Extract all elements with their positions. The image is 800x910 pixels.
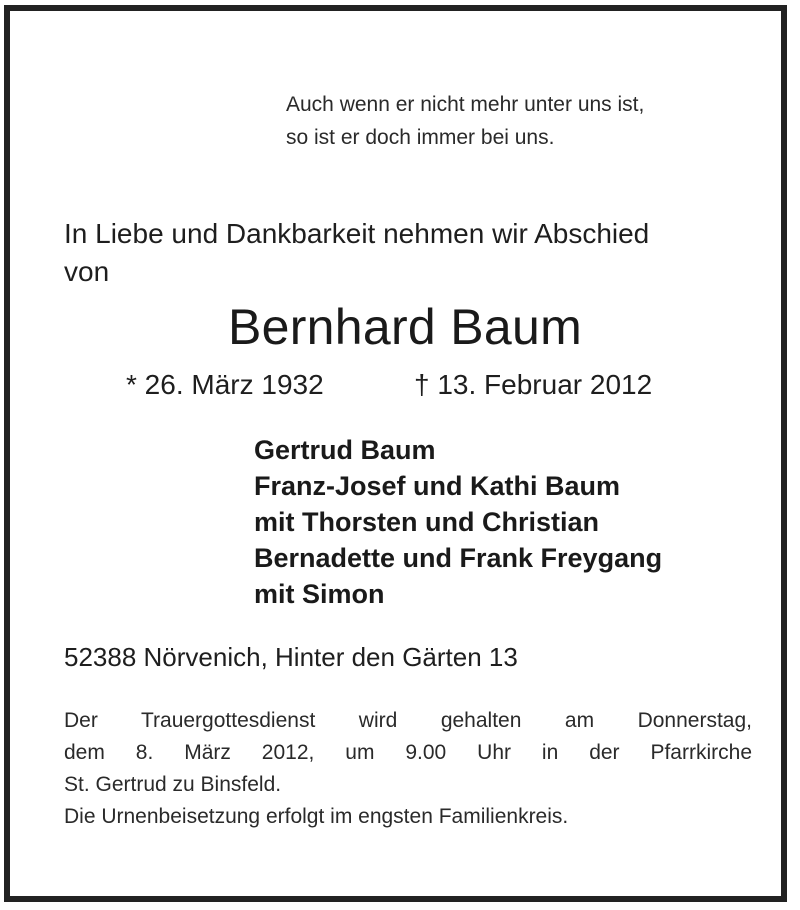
- mourner-line: Bernadette und Frank Freygang: [254, 543, 663, 573]
- quote-line-2: so ist er doch immer bei uns.: [286, 126, 555, 149]
- urn-burial-notice: Die Urnenbeisetzung erfolgt im engsten Familienkreis.: [64, 805, 569, 828]
- deceased-name: Bernhard Baum: [227, 299, 583, 355]
- service-line-2: dem 8. März 2012, um 9.00 Uhr in der Pfarrkirche: [64, 741, 752, 764]
- mourners-list: [254, 432, 662, 612]
- mourner-line: Gertrud Baum: [254, 435, 436, 465]
- service-line-3: St. Gertrud zu Binsfeld.: [64, 773, 282, 796]
- obituary-frame: [4, 5, 787, 902]
- quote-line-1: Auch wenn er nicht mehr unter uns ist,: [286, 93, 645, 116]
- funeral-service-notice: [64, 705, 752, 801]
- mourner-line: mit Simon: [254, 579, 385, 609]
- intro-line-2: von: [64, 256, 110, 287]
- mourner-line: mit Thorsten und Christian: [254, 507, 600, 537]
- birth-date: * 26. März 1932: [126, 369, 324, 400]
- family-address: 52388 Nörvenich, Hinter den Gärten 13: [64, 642, 518, 672]
- service-line-1: Der Trauergottesdienst wird gehalten am Donnerstag,: [64, 709, 752, 732]
- farewell-intro: [64, 215, 649, 291]
- mourner-line: Franz-Josef und Kathi Baum: [254, 471, 621, 501]
- death-date: † 13. Februar 2012: [414, 369, 653, 400]
- memorial-quote: [286, 88, 644, 154]
- intro-line-1: In Liebe und Dankbarkeit nehmen wir Abschied: [64, 218, 650, 249]
